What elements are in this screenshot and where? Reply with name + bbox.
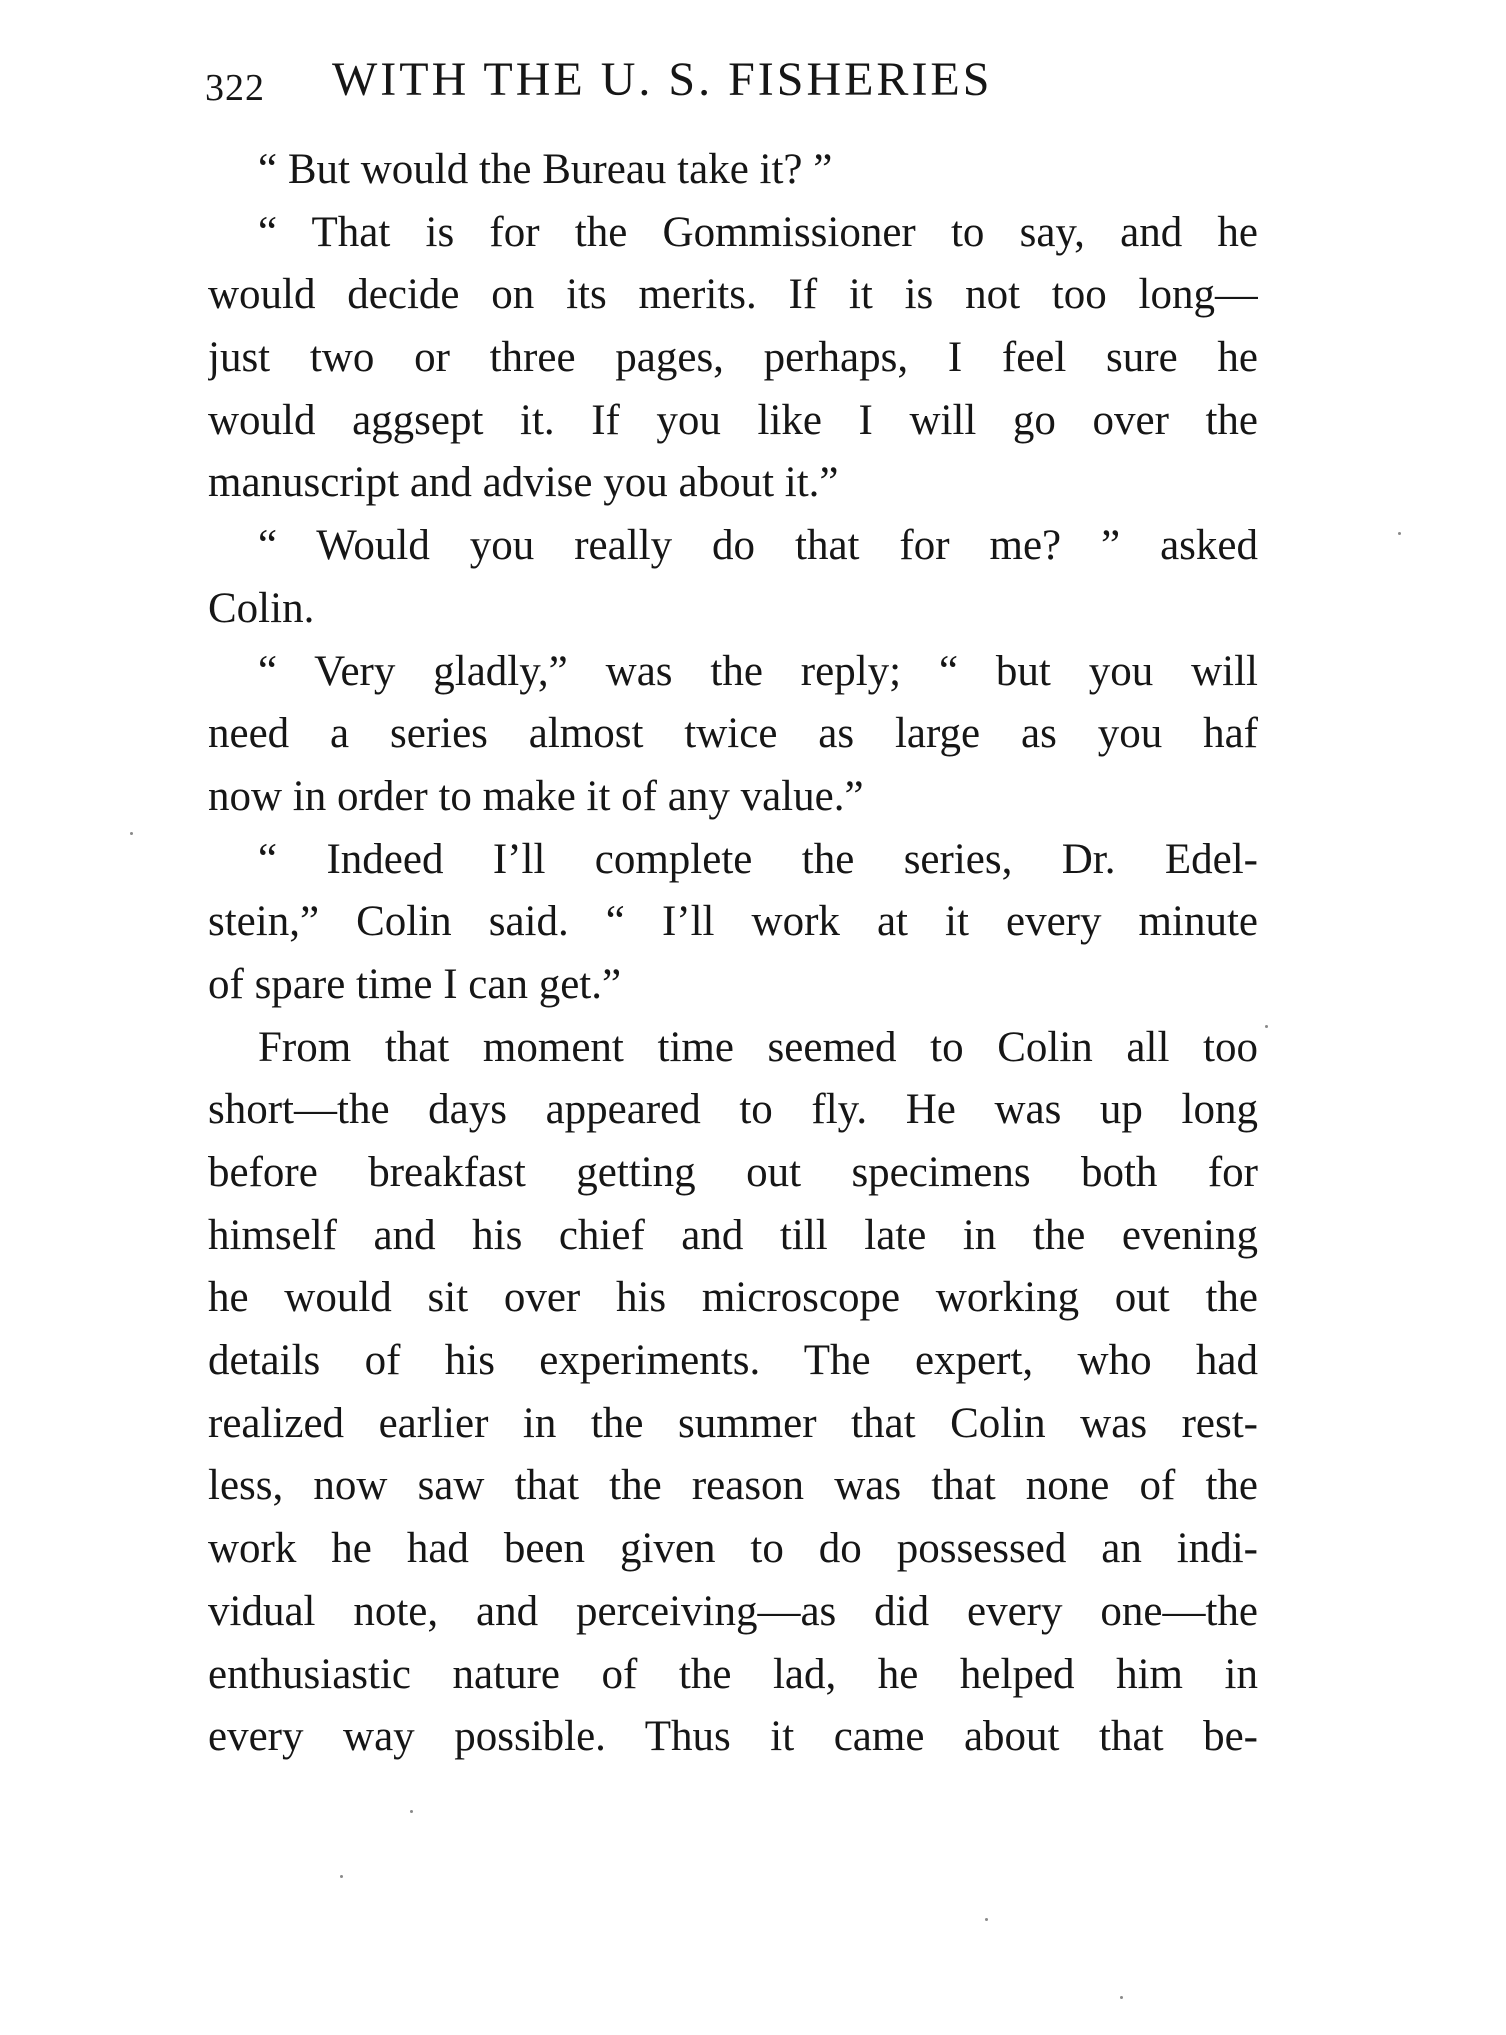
text-line: himself and his chief and till late in the evening (208, 1211, 1258, 1259)
text-line: before breakfast getting out specimens both for (208, 1149, 1258, 1196)
body-text (208, 139, 1258, 1769)
text-line: need a series almost twice as large as you haf (208, 710, 1258, 758)
text-line: “ Very gladly,” was the reply; “ but you will (258, 647, 1258, 695)
text-line: every way possible. Thus it came about that be- (208, 1713, 1258, 1761)
text-line: realized earlier in the summer that Colin was rest- (208, 1399, 1258, 1447)
scan-speck (130, 832, 133, 835)
scan-speck (1398, 532, 1401, 535)
scan-speck (985, 1918, 988, 1921)
text-line: just two or three pages, perhaps, I feel sure he (208, 334, 1258, 382)
text-line: now in order to make it of any value.” (208, 772, 864, 820)
scan-speck (1120, 1996, 1123, 1999)
running-head: WITH THE U. S. FISHERIES (332, 53, 993, 106)
text-line: stein,” Colin said. “ I’ll work at it every minute (208, 898, 1258, 946)
text-line: short—the days appeared to fly. He was up long (208, 1086, 1258, 1134)
text-line: vidual note, and perceiving—as did every one—the (208, 1587, 1258, 1635)
text-line: “ That is for the Gommissioner to say, and he (258, 208, 1258, 256)
scan-speck (340, 1875, 343, 1878)
scan-speck (410, 1810, 413, 1813)
text-line: would decide on its merits. If it is not too long— (208, 271, 1258, 319)
text-line: he would sit over his microscope working out the (208, 1274, 1258, 1322)
text-line: enthusiastic nature of the lad, he helped him in (208, 1650, 1258, 1698)
text-line: “ But would the Bureau take it? ” (258, 146, 833, 193)
text-line: From that moment time seemed to Colin all too (258, 1023, 1258, 1071)
text-line: less, now saw that the reason was that none of the (208, 1462, 1258, 1510)
page-number: 322 (205, 67, 265, 109)
scan-speck (1265, 1025, 1268, 1028)
text-line: details of his experiments. The expert, who had (208, 1337, 1258, 1385)
text-line: manuscript and advise you about it.” (208, 459, 839, 507)
text-line: “ Indeed I’ll complete the series, Dr. Edel- (258, 835, 1258, 883)
page-header (205, 52, 1265, 112)
text-line: of spare time I can get.” (208, 960, 622, 1008)
text-line: “ Would you really do that for me? ” asked (258, 522, 1258, 570)
text-line: would aggsept it. If you like I will go over the (208, 396, 1258, 444)
text-line: Colin. (208, 584, 315, 632)
text-line: work he had been given to do possessed an indi- (208, 1525, 1258, 1573)
